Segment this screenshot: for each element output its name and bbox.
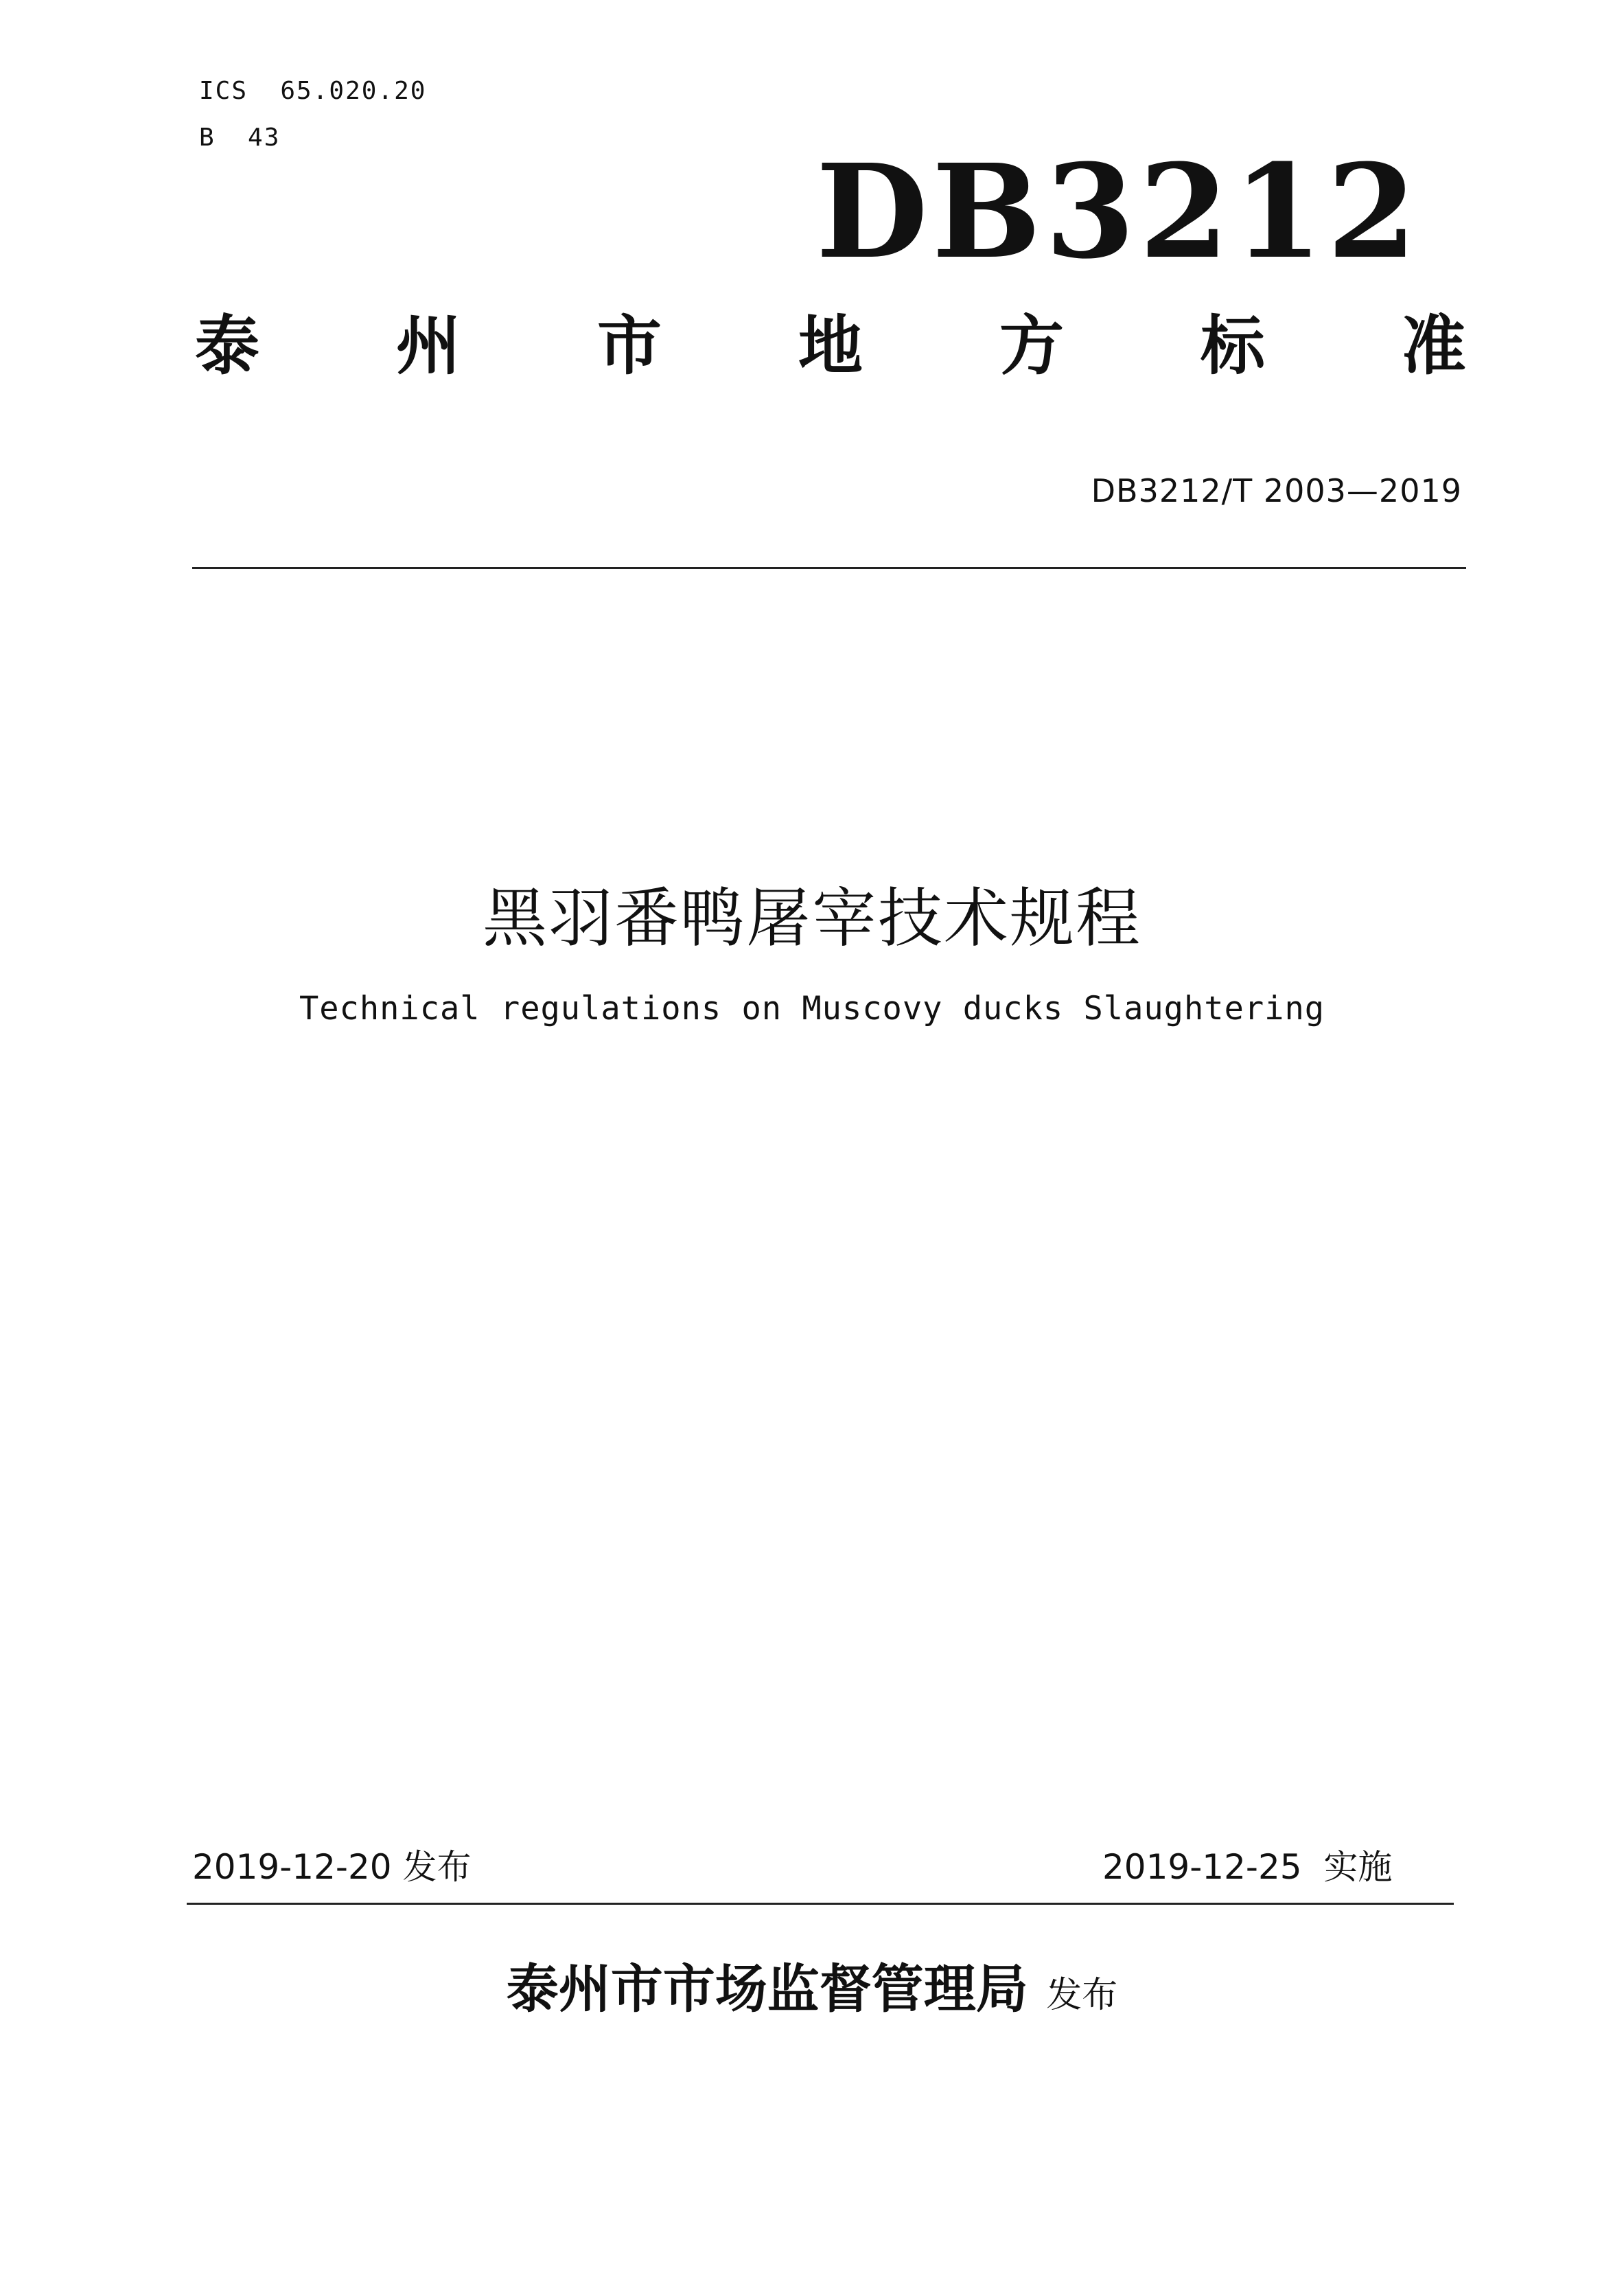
footer-divider (187, 1903, 1454, 1905)
issuing-authority (0, 1958, 1624, 2019)
document-title-english: Technical regulations on Muscovy ducks Slaughtering (299, 990, 1325, 1028)
standard-type-char: 州 (395, 309, 461, 384)
standard-type-char: 泰 (195, 309, 260, 384)
document-title-chinese: 黑羽番鸭屠宰技术规程 (482, 881, 1141, 956)
ccs-code: B 43 (199, 124, 281, 152)
standard-type-char: 市 (596, 309, 662, 384)
header-divider (192, 567, 1466, 569)
standard-type-char: 准 (1401, 309, 1466, 384)
release-date: 2019-12-20 发布 (192, 1847, 472, 1887)
implementation-date: 2019-12-25 实施 (1102, 1847, 1393, 1887)
standard-type-heading (195, 309, 1466, 384)
standard-code-logo: DB3212 (815, 136, 1421, 288)
standard-number: DB3212/T 2003—2019 (1091, 472, 1462, 509)
standard-type-char: 方 (999, 309, 1064, 384)
standard-type-char: 标 (1200, 309, 1265, 384)
issuer-suffix: 发布 (1046, 1975, 1118, 2016)
standard-type-char: 地 (798, 309, 863, 384)
issuer-name: 泰州市市场监督管理局 (506, 1958, 1028, 2019)
ics-code: ICS 65.020.20 (199, 77, 427, 105)
